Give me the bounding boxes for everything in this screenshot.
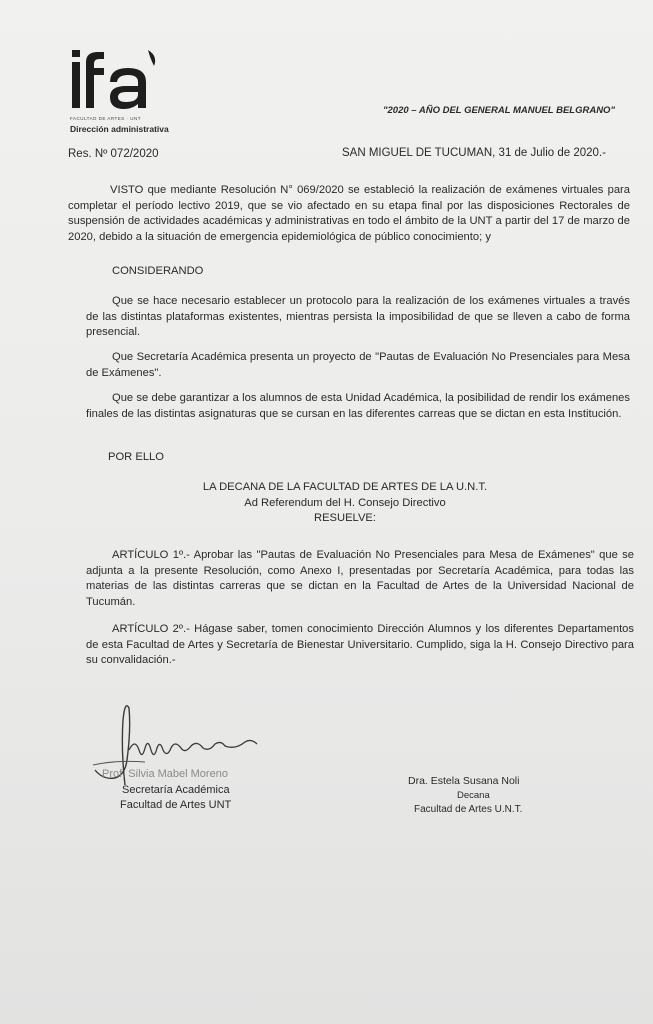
faculty-logo bbox=[70, 48, 180, 134]
considerando-paragraph-2: Que Secretaría Académica presenta un proyecto de "Pautas de Evaluación No Presenciales para Mesa de Exámenes". bbox=[86, 351, 630, 379]
signatory-left-name: Prof. Silvia Mabel Moreno bbox=[102, 768, 228, 780]
considerando-paragraph-1: Que se hace necesario establecer un protocolo para la realización de los exámenes virtuales a través de las distintas plataformas existentes, mientras persista la imposibilidad de que se lleven a cabo de forma presencial. bbox=[86, 295, 630, 338]
resolution-number: Res. Nº 072/2020 bbox=[68, 148, 159, 160]
signatory-right-name: Dra. Estela Susana Noli bbox=[408, 775, 520, 787]
signature-block-left bbox=[85, 690, 285, 830]
articulo-2-paragraph: ARTÍCULO 2º.- Hágase saber, tomen conocimiento Dirección Alumnos y los diferentes Departamentos de esta Facultad de Artes y Secretaría de Bienestar Universitario. Cumplido, siga la H. Consejo Directivo para su convalidación.- bbox=[86, 623, 634, 666]
signatory-left-role: Secretaría Académica bbox=[122, 784, 230, 796]
considerando-paragraph-3: Que se debe garantizar a los alumnos de esta Unidad Académica, la posibilidad de rendir los exámenes finales de las distintas asignaturas que se cursan en las diferentes carreas que se dictan en esta Institución. bbox=[86, 392, 630, 420]
signatory-right-institution: Facultad de Artes U.N.T. bbox=[414, 804, 523, 815]
ifa-logo-icon bbox=[70, 48, 160, 110]
considerando-heading: CONSIDERANDO bbox=[112, 265, 204, 277]
visto-paragraph: VISTO que mediante Resolución N° 069/2020 se estableció la realización de exámenes virtuales para completar el período lectivo 2019, que se vio afectado en su etapa final por las disposiciones Rectorales de suspensión de actividades académicas y administrativas en todo el ámbito de la UNT a partir del 17 de marzo de 2020, debido a la situación de emergencia epidemiológica de público conocimiento; y bbox=[68, 184, 630, 243]
authority-line-2: Ad Referendum del H. Consejo Directivo bbox=[244, 496, 446, 509]
resuelve-heading: RESUELVE: bbox=[314, 512, 376, 524]
authority-block bbox=[130, 480, 560, 527]
department-label: Dirección administrativa bbox=[70, 124, 169, 134]
articulo-1-paragraph: ARTÍCULO 1º.- Aprobar las "Pautas de Evaluación No Presenciales para Mesa de Exámenes" que se adjunta a la presente Resolución, como Anexo I, presentadas por Secretaría Académica, para todas las materias de las distintas carreras que se dictan en la Facultad de Artes de la Universidad Nacional de Tucumán. bbox=[86, 549, 634, 608]
logo-subtitle: FACULTAD DE ARTES · UNT bbox=[70, 116, 142, 121]
place-date: SAN MIGUEL DE TUCUMAN, 31 de Julio de 2020.- bbox=[342, 147, 606, 159]
year-motto: "2020 – AÑO DEL GENERAL MANUEL BELGRANO" bbox=[383, 105, 615, 116]
signatory-right-role: Decana bbox=[457, 790, 490, 801]
por-ello-heading: POR ELLO bbox=[108, 451, 164, 463]
signatory-left-institution: Facultad de Artes UNT bbox=[120, 799, 232, 811]
authority-line-1: LA DECANA DE LA FACULTAD DE ARTES DE LA U.N.T. bbox=[202, 481, 488, 493]
